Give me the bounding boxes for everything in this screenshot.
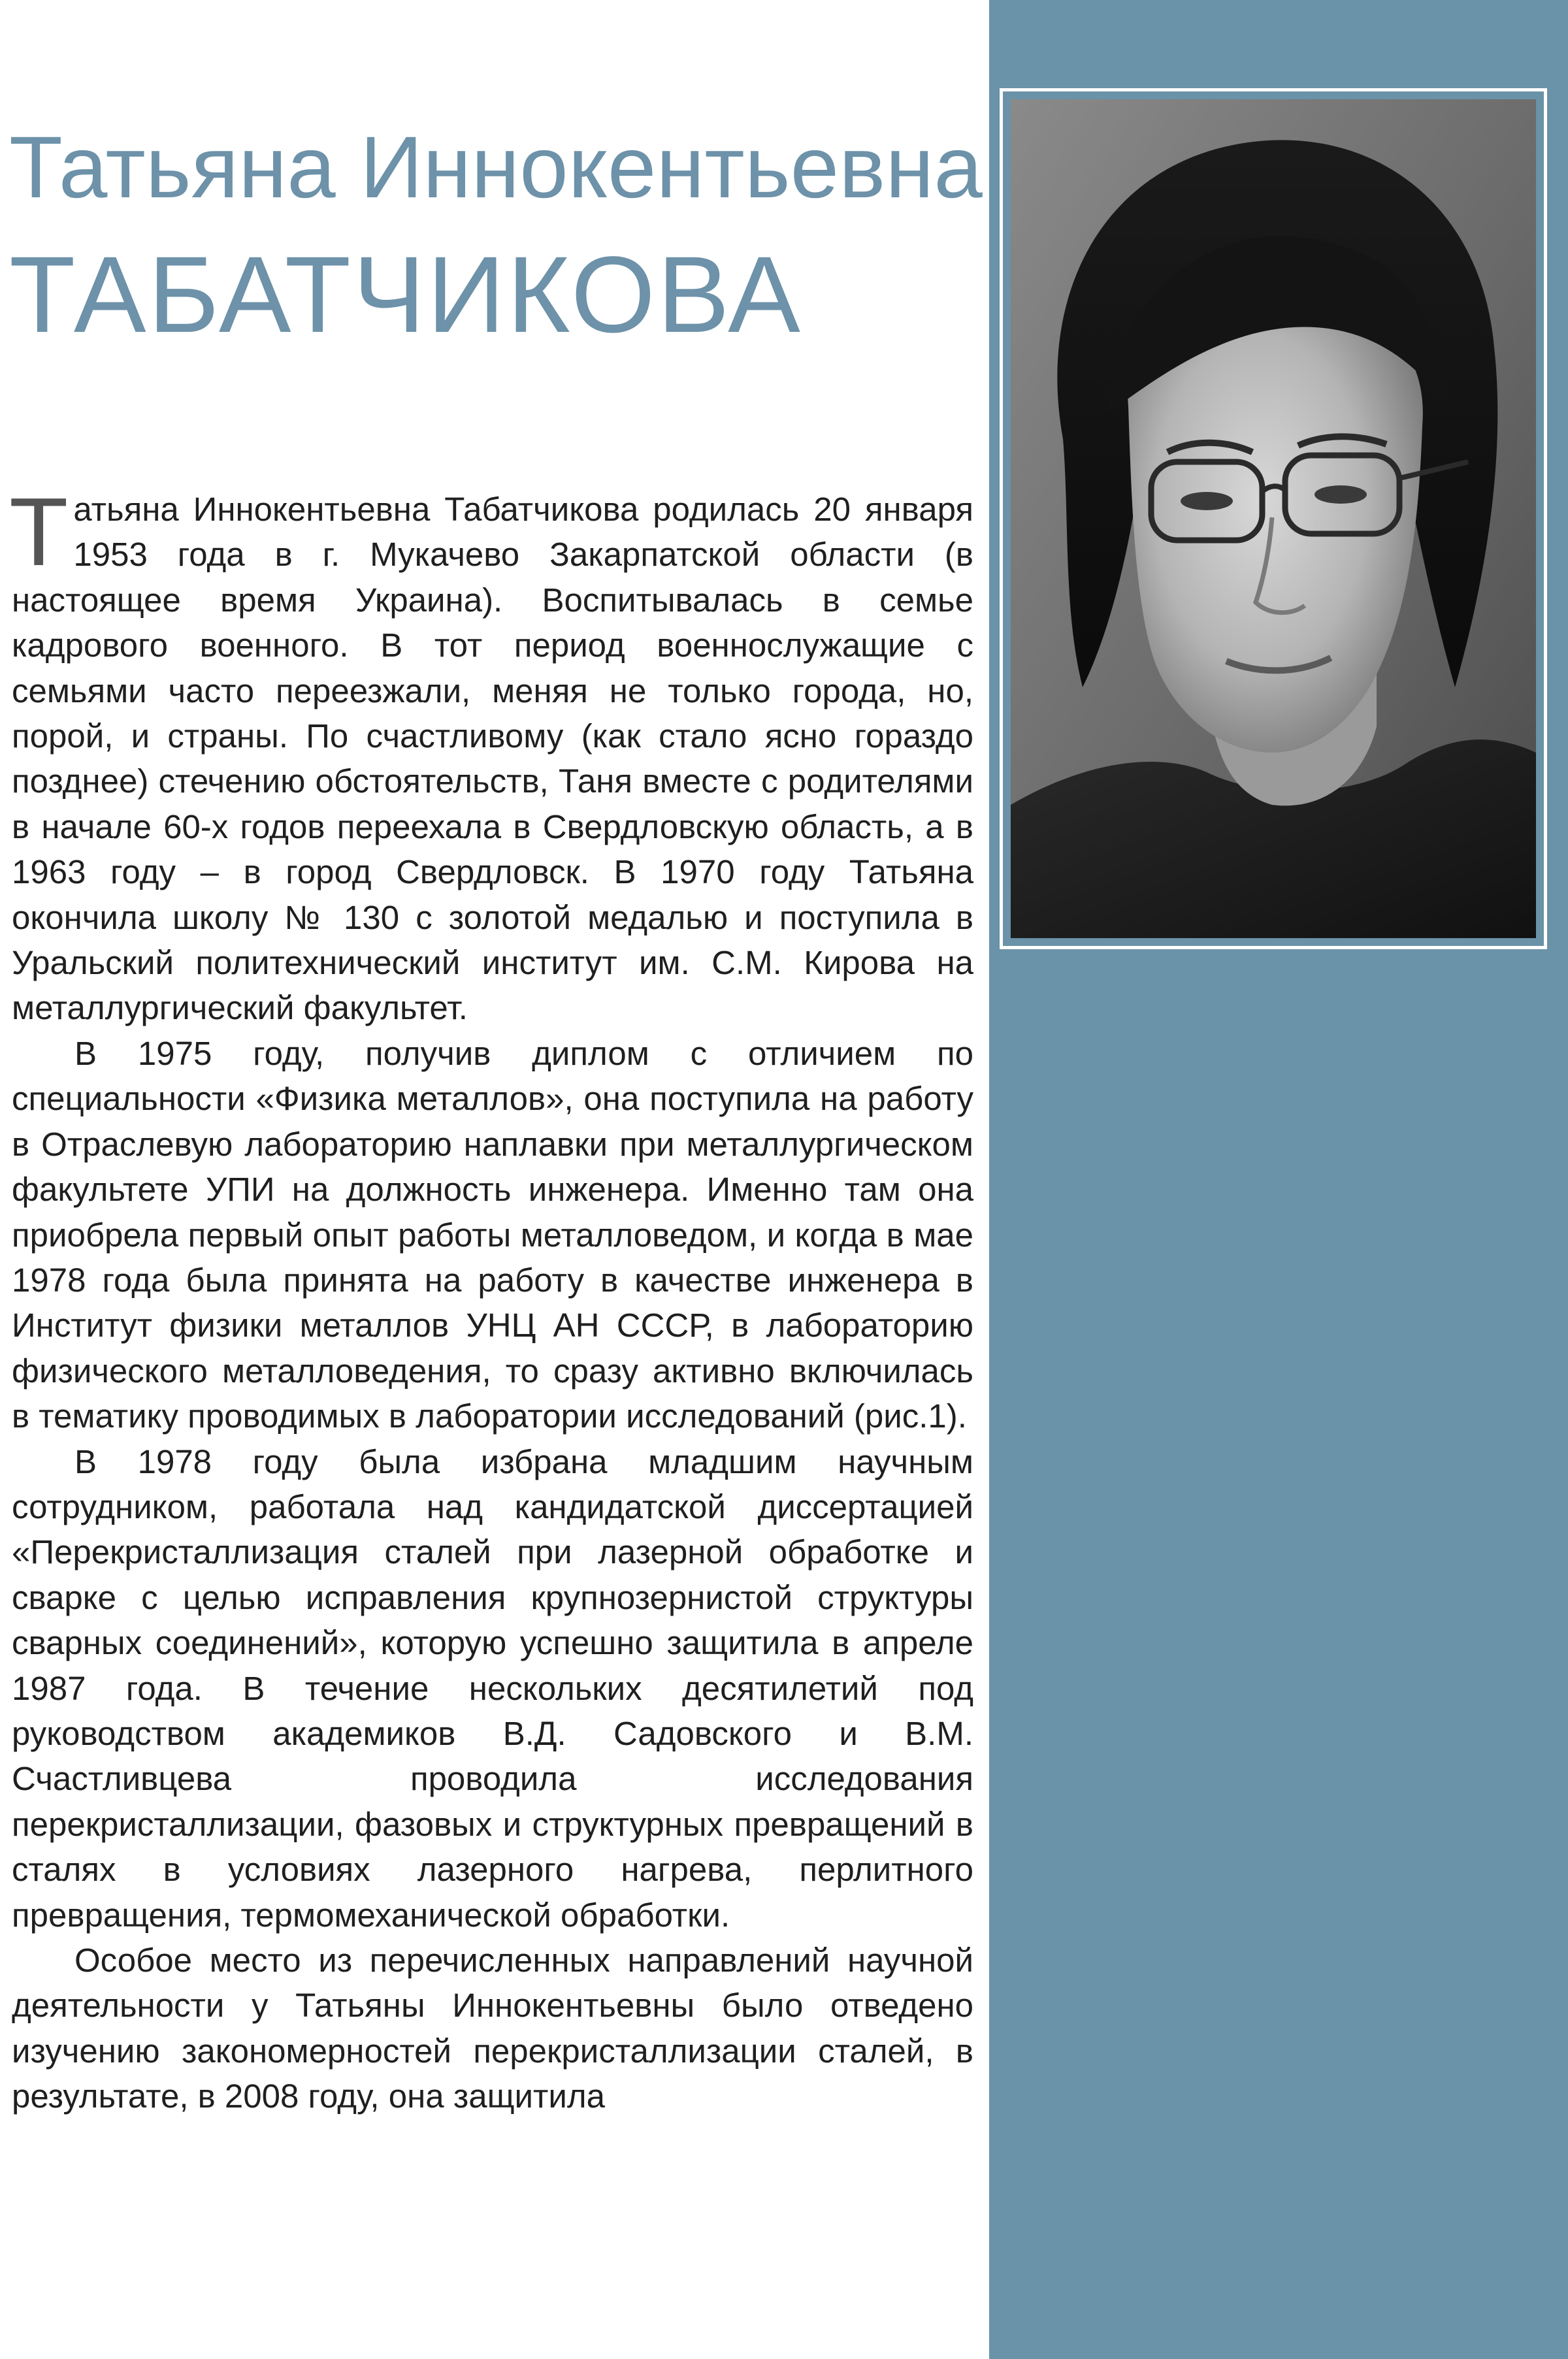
portrait-illustration: [1011, 99, 1536, 938]
article-body: [9, 478, 973, 2119]
article-paragraph-4: Особое место из перечисленных направлений научной деятельности у Татьяны Иннокентьевны было отведено изучению закономерностей перекристаллизации сталей, в результате, в 2008 году, она защитила: [12, 1942, 973, 2115]
portrait-photo: [1011, 99, 1536, 938]
article-paragraph-1-text: атьяна Иннокентьевна Табатчикова родилась 20 января 1953 года в г. Мукачево Закарпатской области (в настоящее время Украина). Воспитывалась в семье кадрового военного. В тот период военнослужащие с семьями часто переезжали, меняя не только города, но, порой, и страны. По счастливому (как стало ясно гораздо позднее) стечению обстоятельств, Таня вместе с родителями в начале 60-х годов переехала в Свердловскую область, а в 1963 году – в город Свердловск. В 1970 году Татьяна окончила школу № 130 с золотой медалью и поступила в Уральский политехнический институт им. С.М. Кирова на металлургический факультет.: [12, 491, 973, 1027]
drop-cap: Т: [9, 478, 69, 586]
person-first-name: Татьяна Иннокентьевна: [9, 119, 983, 216]
article-paragraph-2: В 1975 году, получив диплом с отличием по специальности «Физика металлов», она поступила на работу в Отраслевую лабораторию наплавки при металлургическом факультете УПИ на должность инженера. Именно там она приобрела первый опыт работы металловедом, и когда в мае 1978 года была принята на работу в качестве инженера в Институт физики металлов УНЦ АН СССР, в лабораторию физического металловедения, то сразу активно включилась в тематику проводимых в лаборатории исследований (рис.1).: [12, 1034, 973, 1435]
person-last-name: ТАБАТЧИКОВА: [9, 235, 802, 355]
article-paragraph-1: [9, 478, 973, 1031]
article-paragraph-3: В 1978 году была избрана младшим научным сотрудником, работала над кандидатской диссертацией «Перекристаллизация сталей при лазерной обработке и сварке с целью исправления крупнозернистой структуры сварных соединений», которую успешно защитила в апреле 1987 года. В течение нескольких десятилетий под руководством академиков В.Д. Садовского и В.М. Счастливцева проводила исследования перекристаллизации, фазовых и структурных превращений в сталях в условиях лазерного нагрева, перлитного превращения, термомеханической обработки.: [12, 1442, 973, 1934]
